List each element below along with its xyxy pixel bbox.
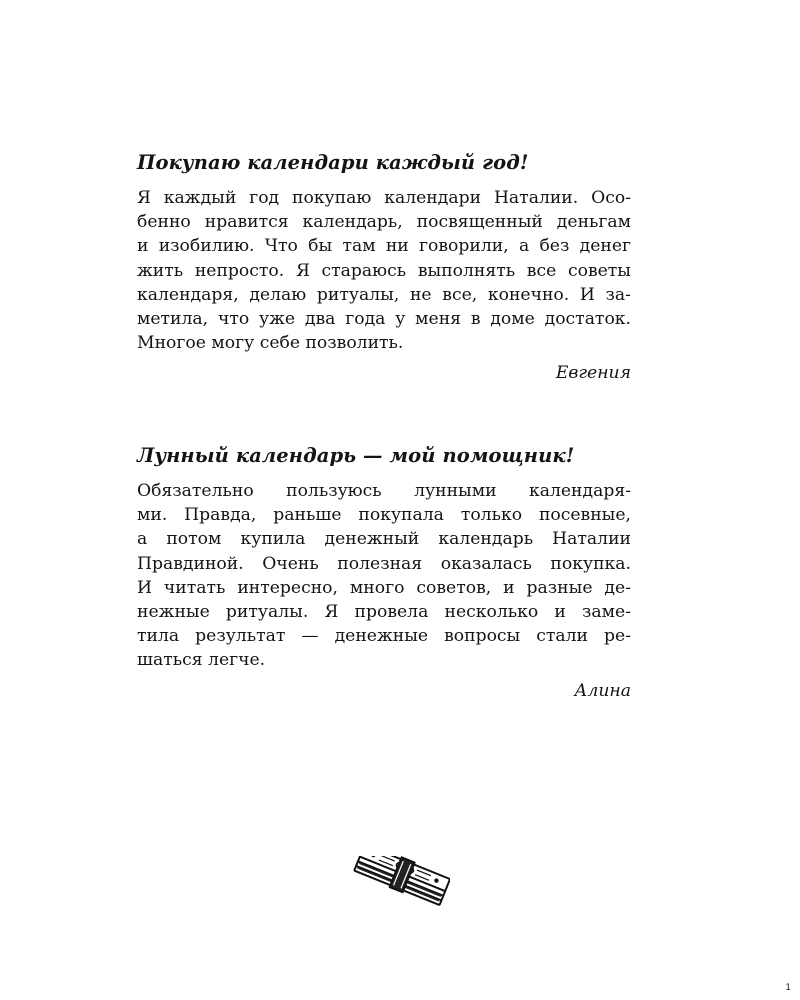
money-stack-icon (346, 856, 450, 914)
text-line: Многое могу себе позволить. (137, 333, 404, 354)
text-line: жить непросто. Я стараюсь выполнять все советы (137, 260, 631, 281)
text-line: шаться легче. (137, 650, 266, 671)
page-number: 1 (785, 983, 791, 993)
testimonial-2-body (137, 479, 631, 673)
text-line: бенно нравится календарь, посвященный деньгам (137, 212, 631, 233)
text-line: календаря, делаю ритуалы, не все, конечно. И за- (137, 284, 631, 305)
text-line: Правдиной. Очень полезная оказалась покупка. (137, 553, 631, 574)
text-line: Я каждый год покупаю календари Наталии. Осо- (137, 188, 631, 208)
text-line: нежные ритуалы. Я провела несколько и заме- (137, 602, 631, 623)
text-line: а потом купила денежный календарь Наталии (137, 529, 631, 550)
text-line: Обязательно пользуюсь лунными календаря- (137, 481, 631, 501)
testimonial-2 (137, 443, 631, 703)
text-line: И читать интересно, много советов, и разные де- (137, 577, 631, 598)
testimonial-1 (137, 150, 631, 385)
text-line: метила, что уже два года у меня в доме достаток. (137, 309, 631, 330)
testimonial-1-signature: Евгения (555, 363, 631, 384)
testimonial-2-signature: Алина (574, 680, 631, 701)
testimonial-1-title: Покупаю календари каждый год! (137, 151, 529, 174)
text-line: тила результат — денежные вопросы стали ре- (137, 626, 631, 647)
testimonial-2-title: Лунный календарь — мой помощник! (137, 444, 575, 467)
text-line: и изобилию. Что бы там ни говорили, а без денег (137, 236, 631, 257)
testimonial-1-body (137, 186, 631, 355)
text-line: ми. Правда, раньше покупала только посевные, (137, 505, 631, 526)
